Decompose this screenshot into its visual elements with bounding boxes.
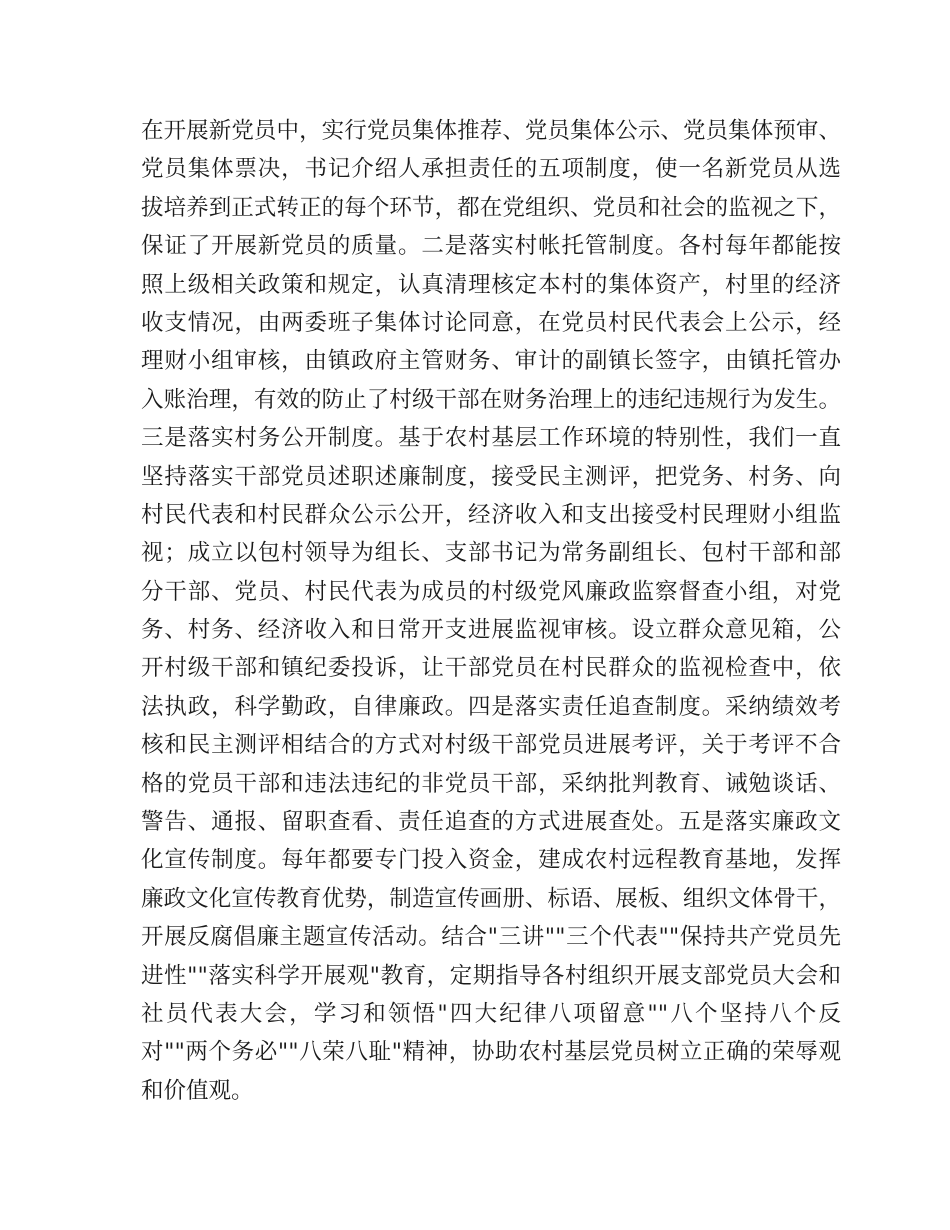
- text-line: 入账治理，有效的防止了村级干部在财务治理上的违纪违规行为发生。: [141, 386, 841, 413]
- text-line: 开展反腐倡廉主题宣传活动。结合"三讲""三个代表""保持共产党员先: [141, 924, 841, 951]
- text-line: 照上级相关政策和规定，认真清理核定本村的集体资产，村里的经济: [141, 271, 841, 298]
- text-line: 核和民主测评相结合的方式对村级干部党员进展考评，关于考评不合: [141, 732, 841, 759]
- text-line: 进性""落实科学开展观"教育，定期指导各村组织开展支部党员大会和: [141, 962, 841, 989]
- text-line: 廉政文化宣传教育优势，制造宣传画册、标语、展板、组织文体骨干，: [141, 885, 841, 912]
- text-line: 理财小组审核，由镇政府主管财务、审计的副镇长签字，由镇托管办: [141, 348, 841, 375]
- text-line: 警告、通报、留职查看、责任追查的方式进展查处。五是落实廉政文: [141, 809, 841, 836]
- text-line: 保证了开展新党员的质量。二是落实村帐托管制度。各村每年都能按: [141, 233, 841, 260]
- text-line: 村民代表和村民群众公示公开，经济收入和支出接受村民理财小组监: [141, 501, 841, 528]
- text-line: 格的党员干部和违法违纪的非党员干部，采纳批判教育、诫勉谈话、: [141, 770, 841, 797]
- text-line: 拔培养到正式转正的每个环节，都在党组织、党员和社会的监视之下，: [141, 194, 841, 221]
- text-line: 法执政，科学勤政，自律廉政。四是落实责任追查制度。采纳绩效考: [141, 693, 841, 720]
- text-line: 分干部、党员、村民代表为成员的村级党风廉政监察督查小组，对党: [141, 578, 841, 605]
- text-line: 三是落实村务公开制度。基于农村基层工作环境的特别性，我们一直: [141, 425, 841, 452]
- text-line: 和价值观。: [141, 1077, 254, 1104]
- body-paragraph: [141, 112, 841, 1110]
- text-line: 开村级干部和镇纪委投诉，让干部党员在村民群众的监视检查中，依: [141, 655, 841, 682]
- text-line: 收支情况，由两委班子集体讨论同意，在党员村民代表会上公示，经: [141, 309, 841, 336]
- text-line: 视；成立以包村领导为组长、支部书记为常务副组长、包村干部和部: [141, 540, 841, 567]
- text-line: 化宣传制度。每年都要专门投入资金，建成农村远程教育基地，发挥: [141, 847, 841, 874]
- text-line: 社员代表大会，学习和领悟"四大纪律八项留意""八个坚持八个反: [141, 1000, 841, 1027]
- text-line: 务、村务、经济收入和日常开支进展监视审核。设立群众意见箱，公: [141, 617, 841, 644]
- text-line: 在开展新党员中，实行党员集体推荐、党员集体公示、党员集体预审、: [141, 118, 841, 144]
- text-line: 对""两个务必""八荣八耻"精神，协助农村基层党员树立正确的荣辱观: [141, 1039, 841, 1066]
- text-line: 党员集体票决，书记介绍人承担责任的五项制度，使一名新党员从选: [141, 156, 841, 183]
- text-line: 坚持落实干部党员述职述廉制度，接受民主测评，把党务、村务、向: [141, 463, 841, 490]
